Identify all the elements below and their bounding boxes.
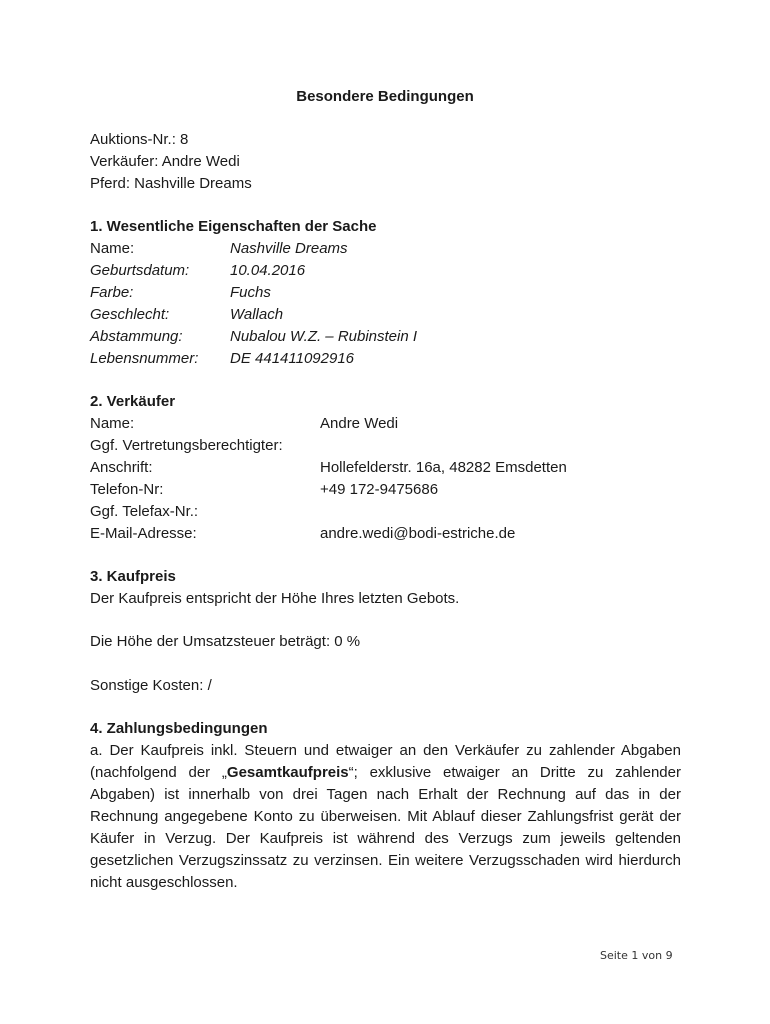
seller-value: Andre Wedi (320, 415, 399, 432)
property-label: Name: (90, 240, 135, 257)
payment-text-start: a. Der Kaufpreis inkl. Steuern und etwaiger an den Verkäufer zu zahlender Abgaben (nachfolgend der „ (90, 742, 681, 781)
seller-value: Hollefelderstr. 16a, 48282 Emsdetten (320, 459, 567, 476)
seller-label: E-Mail-Adresse: (90, 525, 197, 542)
property-label: Farbe: (90, 284, 134, 301)
property-label: Abstammung: (90, 328, 183, 345)
property-value: Nubalou W.Z. – Rubinstein I (230, 328, 418, 345)
section2-heading: 2. Verkäufer (90, 393, 176, 410)
page-number: Seite 1 von 9 (600, 949, 673, 962)
seller-label: Ggf. Vertretungsberechtigter: (90, 437, 283, 454)
seller-value: +49 172-9475686 (320, 481, 439, 498)
property-label: Geschlecht: (90, 306, 170, 323)
section1-heading: 1. Wesentliche Eigenschaften der Sache (90, 218, 377, 235)
seller-email: andre.wedi@bodi-estriche.de (320, 525, 516, 542)
property-value: 10.04.2016 (230, 262, 306, 279)
horse-line: Pferd: Nashville Dreams (90, 175, 252, 192)
section4-heading: 4. Zahlungsbedingungen (90, 720, 268, 737)
payment-text-end: “; exklusive etwaiger an Dritte zu zahlender Abgaben) ist innerhalb von drei Tagen nach Erhalt der Rechnung auf das in der Rechnung angegebene Konto zu überweisen. Mit Ablauf dieser Zahlungsfrist gerät der Käufer in Verzug. Der Kaufpreis ist während des Verzugs zum jeweils geltenden gesetzlichen Verzugszinssatz zu verzinsen. Ein weitere Verzugsschaden wird hierdurch nicht ausgeschlossen. (90, 764, 681, 891)
other-costs-text: Sonstige Kosten: / (90, 677, 212, 694)
property-label: Lebensnummer: (90, 350, 199, 367)
seller-label: Telefon-Nr: (90, 481, 164, 498)
property-value: DE 441411092916 (230, 350, 354, 367)
price-text: Der Kaufpreis entspricht der Höhe Ihres letzten Gebots. (90, 590, 460, 607)
payment-term-bold: Gesamtkaufpreis (226, 764, 349, 781)
seller-line: Verkäufer: Andre Wedi (90, 153, 240, 170)
property-value: Wallach (230, 306, 284, 323)
property-value: Fuchs (230, 284, 271, 301)
vat-text: Die Höhe der Umsatzsteuer beträgt: 0 % (90, 633, 361, 650)
document-title: Besondere Bedingungen (296, 88, 474, 105)
property-label: Geburtsdatum: (90, 262, 190, 279)
auction-number: Auktions-Nr.: 8 (90, 131, 189, 148)
payment-paragraph (90, 740, 681, 894)
property-value: Nashville Dreams (230, 240, 348, 257)
section3-heading: 3. Kaufpreis (90, 568, 176, 585)
seller-label: Anschrift: (90, 459, 153, 476)
seller-label: Ggf. Telefax-Nr.: (90, 503, 199, 520)
seller-label: Name: (90, 415, 135, 432)
